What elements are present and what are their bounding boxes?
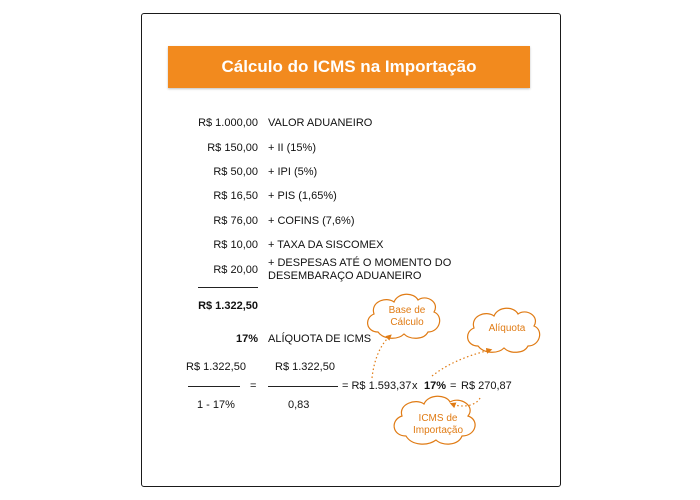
formula-base-result: = R$ 1.593,37 — [342, 380, 412, 392]
formula-numerator-2: R$ 1.322,50 — [275, 361, 335, 373]
formula-rate: 17% — [424, 380, 447, 392]
callout-base-label: Base de Cálculo — [388, 305, 426, 328]
label-ii: + II (15%) — [268, 142, 316, 154]
amount-cofins: R$ 76,00 — [213, 215, 258, 227]
formula-times: x — [412, 380, 418, 392]
formula-numerator-1: R$ 1.322,50 — [186, 361, 246, 373]
connector-aliquota — [432, 350, 490, 376]
connector-base — [372, 336, 390, 378]
label-cofins: + COFINS (7,6%) — [268, 215, 355, 227]
amount-ii: R$ 150,00 — [207, 142, 258, 154]
total-amount: R$ 1.322,50 — [198, 300, 258, 312]
formula-denominator-1: 1 - 17% — [197, 399, 235, 411]
amount-ipi: R$ 50,00 — [213, 166, 258, 178]
formula-equals-2: = — [450, 380, 457, 392]
label-valor-aduaneiro: VALOR ADUANEIRO — [268, 117, 373, 129]
label-ipi: + IPI (5%) — [268, 166, 318, 178]
callout-aliquota-label: Alíquota — [488, 323, 526, 334]
callout-icms-label: ICMS de Importação — [412, 413, 464, 436]
amount-valor-aduaneiro: R$ 1.000,00 — [198, 117, 258, 129]
label-siscomex: + TAXA DA SISCOMEX — [268, 239, 384, 251]
formula-icms-result: R$ 270,87 — [461, 380, 512, 392]
amount-pis: R$ 16,50 — [213, 190, 258, 202]
formula-denominator-2: 0,83 — [288, 399, 310, 411]
amount-siscomex: R$ 10,00 — [213, 239, 258, 251]
formula-equals-1: = — [250, 380, 257, 392]
amount-despesas: R$ 20,00 — [213, 264, 258, 276]
label-despesas: + DESPESAS ATÉ O MOMENTO DO DESEMBARAÇO ADUANEIRO — [268, 257, 452, 282]
label-pis: + PIS (1,65%) — [268, 190, 337, 202]
rate-value: 17% — [235, 333, 258, 345]
rate-label: ALÍQUOTA DE ICMS — [268, 333, 372, 345]
diagram-title: Cálculo do ICMS na Importação — [168, 46, 530, 88]
